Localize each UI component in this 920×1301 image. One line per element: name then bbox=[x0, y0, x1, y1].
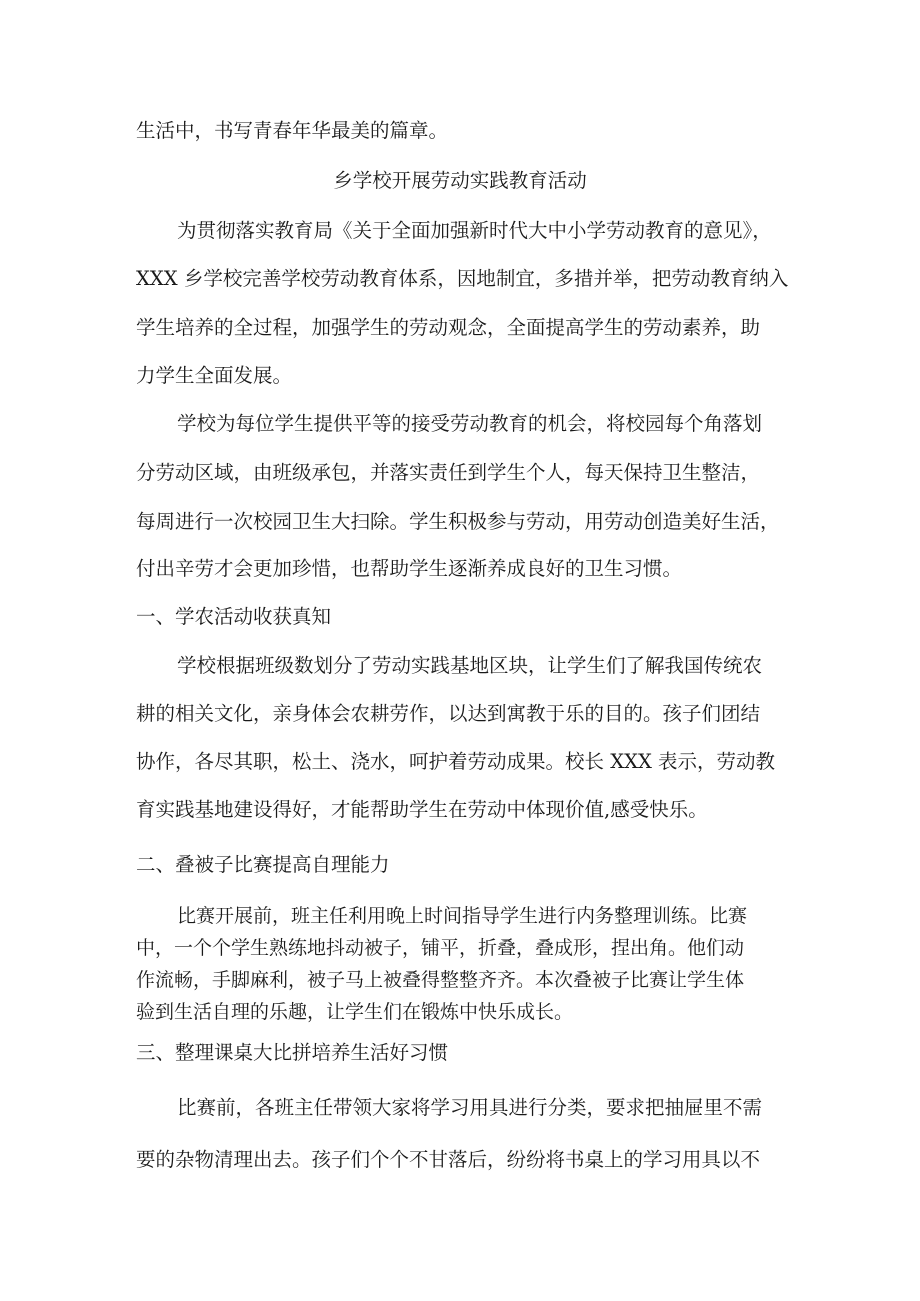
intro-line: 力学生全面发展。 bbox=[136, 364, 293, 387]
section2-heading: 二、叠被子比赛提高自理能力 bbox=[136, 853, 390, 876]
section1-line: 协作，各尽其职，松土、浇水，呵护着劳动成果。校长 XXX 表示，劳动教 bbox=[136, 750, 776, 773]
section3-line: 要的杂物清理出去。孩子们个个不甘落后，纷纷将书桌上的学习用具以不 bbox=[136, 1148, 761, 1171]
section1-heading: 一、学农活动收获真知 bbox=[136, 605, 332, 628]
article-title: 乡学校开展劳动实践教育活动 bbox=[333, 169, 587, 192]
section2-line: 中，一个个学生熟练地抖动被子，铺平，折叠，叠成形，捏出角。他们动 bbox=[136, 937, 745, 959]
section2-line: 比赛开展前，班主任利用晚上时间指导学生进行内务整理训练。比赛 bbox=[177, 905, 748, 927]
paragraph2-line: 每周进行一次校园卫生大扫除。学生积极参与劳动，用劳动创造美好生活， bbox=[136, 510, 780, 533]
intro-line: 为贯彻落实教育局《关于全面加强新时代大中小学劳动教育的意见》， bbox=[177, 219, 772, 242]
intro-line: XXX 乡学校完善学校劳动教育体系，因地制宜，多措并举，把劳动教育纳入 bbox=[136, 267, 789, 290]
section1-line: 耕的相关文化，亲身体会农耕劳作，以达到寓教于乐的目的。孩子们团结 bbox=[136, 702, 761, 725]
paragraph2-line: 学校为每位学生提供平等的接受劳动教育的机会，将校园每个角落划 bbox=[177, 412, 763, 435]
section1-line: 学校根据班级数划分了劳动实践基地区块，让学生们了解我国传统农 bbox=[177, 654, 763, 677]
section3-heading: 三、整理课桌大比拼培养生活好习惯 bbox=[136, 1041, 449, 1064]
intro-line: 学生培养的全过程，加强学生的劳动观念，全面提高学生的劳动素养，助 bbox=[136, 316, 761, 339]
section3-line: 比赛前，各班主任带领大家将学习用具进行分类，要求把抽屉里不需 bbox=[177, 1096, 763, 1119]
section2-line: 验到生活自理的乐趣，让学生们在锻炼中快乐成长。 bbox=[136, 1001, 574, 1023]
opening-line: 生活中，书写青春年华最美的篇章。 bbox=[136, 119, 449, 142]
section1-line: 育实践基地建设得好，才能帮助学生在劳动中体现价值,感受快乐。 bbox=[136, 798, 708, 821]
section2-line: 作流畅，手脚麻利，被子马上被叠得整整齐齐。本次叠被子比赛让学生体 bbox=[136, 969, 745, 991]
paragraph2-line: 付出辛劳才会更加珍惜，也帮助学生逐渐养成良好的卫生习惯。 bbox=[136, 557, 683, 580]
paragraph2-line: 分劳动区域，由班级承包，并落实责任到学生个人，每天保持卫生整洁， bbox=[136, 461, 761, 484]
